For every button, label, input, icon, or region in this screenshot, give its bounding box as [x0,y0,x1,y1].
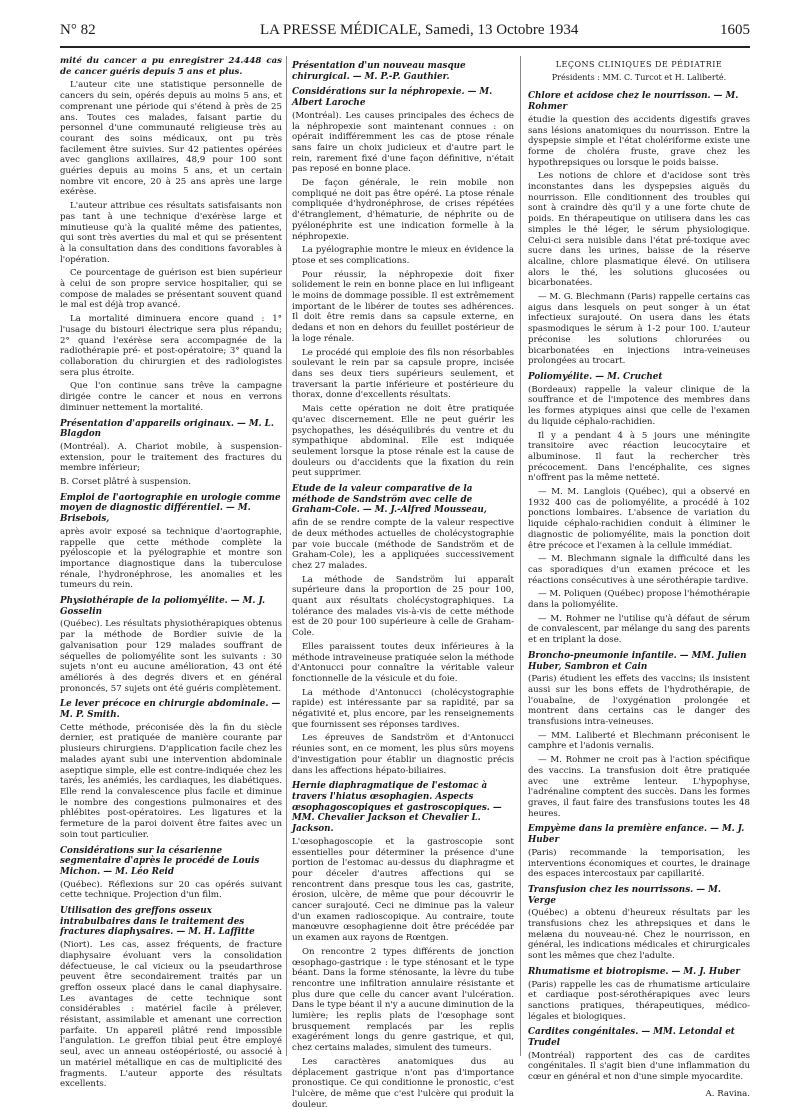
paragraph: — M. G. Blechmann (Paris) rappelle certains cas aigus dans lesquels on peut songer à un état infectieux surajouté. On usera dans les états spasmodiques le sérum à 1-2 pour 100. L'auteur préconise les solutions chlorurées ou bicarbonatées en injections intra-veineuses prolongées au trocart. [528,292,750,367]
column-divider [286,56,287,1056]
paragraph: La méthode de Sandström lui apparaît supérieure dans la proportion de 25 pour 100, quant aux résultats cholécystographiques. La tolérance des malades vis-à-vis de cette méthode est de 20 pour 100 supérieure à celle de Graham-Cole. [292,574,514,639]
section-heading: Hernie diaphragmatique de l'estomac à travers l'hiatus œsophagien. Aspects œsophagoscopiques et gastroscopiques. — MM. Chevalier Jackson et Chevalier L. Jackson. [292,781,502,835]
paragraph: — M. M. Langlois (Québec), qui a observé en 1932 400 cas de poliomyélite, a procédé à 102 ponctions lombaires. L'absence de variation du liquide céphalo-rachidien conduit à éliminer le diagnostic de poliomyélite, mais la ponction doit être précoce et l'examen à la cellule immédiat. [528,487,750,551]
session-title: LEÇONS CLINIQUES DE PÉDIATRIE [555,60,723,69]
section-heading: Broncho-pneumonie infantile. — MM. Julien Huber, Sambron et Cain [528,650,747,672]
paragraph: (Québec). Les résultats physiothérapiques obtenus par la méthode de Bordier suivie de la galvanisation pour 129 malades souffrant de séquelles de poliomyélite sont les suivants : 30 sujets n'ont eu aucune amélioration, 43 ont été améliorés à des degrés divers et en général prononcés, 57 sujets ont été guéris complètement. [60,619,282,694]
paragraph: L'auteur attribue ces résultats satisfaisants non pas tant à une technique d'exérèse large et minutieuse qu'à la qualité même des patientes, qui sont très averties du mal et qui se présentent à la consultation dans des conditions favorables à l'opération. [60,201,282,265]
section-heading: Empyème dans la première enfance. — M. J. Huber [528,824,745,846]
paragraph: (Québec) a obtenu d'heureux résultats par les transfusions chez les athrepsiques et dans le melæna du nouveau-né. Chez le nourrisson, en général, les indications médicales et chirurgicales sont les mêmes que chez l'adulte. [528,908,750,962]
section-heading: Considérations sur la césarienne segmentaire d'après le procédé de Louis Michon. — M. Léo Reid [60,845,260,877]
column-2 [292,56,514,1110]
column-3 [528,56,750,1099]
paragraph: Ce pourcentage de guérison est bien supérieur à celui de son propre service hospitalier, qui se compose de malades se présentant souvent quand le mal est déjà trop avancé. [60,268,282,311]
paragraph: étudie la question des accidents digestifs graves sans lésions anatomiques du nourrisson. Entre la dyspepsie simple et l'état cholériforme existe une forme de choléra fruste, grave chez les hypothrepsiques ou lorsque le poids baisse. [528,114,750,168]
paragraph: — M. Rohmer ne l'utilise qu'à défaut de sérum de convalescent, par mélange du sang des parents et en triplant la dose. [528,613,750,646]
paragraph: La mortalité diminuera encore quand : 1° l'usage du bistouri électrique sera plus répandu; 2° quand l'exérèse sera accompagnée de la radiothérapie pré- et post-opératoire; 3° quand la collaboration du chirurgien et des radiologistes sera plus étroite. [60,314,282,378]
paragraph: (Bordeaux) rappelle la valeur clinique de la souffrance et de l'impotence des membres dans les formes atypiques ainsi que celle de l'examen du liquide céphalo-rachidien. [528,384,750,427]
section-heading: Etude de la valeur comparative de la méthode de Sandström avec celle de Graham-Cole. — M. J.-Alfred Mousseau, [292,484,487,516]
paragraph: (Québec). Réflexions sur 20 cas opérés suivant cette technique. Projection d'un film. [60,879,282,901]
paragraph: — M. Rohmer ne croit pas à l'action spécifique des vaccins. La transfusion doit être pratiquée avec une extrême lenteur. L'hypophyse, l'adrénaline comptent des succès. Dans les formes graves, il faut faire des transfusions toutes les 48 heures. [528,755,750,819]
header-rule [60,46,750,48]
paragraph: Pour réussir, la néphropexie doit fixer solidement le rein en bonne place en lui infligeant le moins de dommage possible. Il est extrêmement important de le libérer de toutes ses adhérences. Il doit être remis dans sa capsule externe, en dedans et non en dehors du feuillet postérieur de la loge rénale. [292,269,514,344]
paragraph: Le procédé qui emploie des fils non résorbables soulevant le rein par sa capsule propre, incisée dans ses deux tiers supérieurs seulement, et traversant la partie inférieure et postérieure du thorax, donne d'excellents résultats. [292,347,514,401]
paragraph: B. Corset plâtré à suspension. [60,477,192,488]
paragraph: (Paris) rappelle les cas de rhumatisme articulaire et cardiaque post-sérothérapiques avec leurs sanctions pratiques, thérapeutiques, médico-légales et biologiques. [528,979,750,1022]
paragraph: mité du cancer a pu enregistrer 24.448 cas de cancer guéris depuis 5 ans et plus. [60,56,282,77]
section-heading: Utilisation des greffons osseux intrabulbaires dans le traitement des fractures diaphysaires. — M. H. Laffitte [60,906,255,938]
section-heading: Physiothérapie de la poliomyélite. — M. J. Gosselin [60,596,266,617]
paragraph: — M. Poliquen (Québec) propose l'hémothérapie dans la poliomyélite. [528,589,750,611]
section-heading: Poliomyélite. — M. Cruchet [528,371,663,382]
section-heading: Considérations sur la néphropexie. — M. Albert Laroche [292,87,493,109]
paragraph: L'auteur cite une statistique personnelle de cancers du sein, opérés depuis au moins 5 ans, et comprenant une période qui s'étend à près de 25 ans. Toutes ces malades, faisant partie du personnel d'une communauté religieuse très au courant des soins médicaux, ont pu très facilement être suivies. Sur 42 patientes opérées avec ganglions axillaires, 48,9 pour 100 sont guéries depuis au moins 5 ans, et un certain nombre vit encore, 20 à 25 ans après une large exérèse. [60,80,282,198]
page-number-left: N° 82 [60,22,96,38]
paragraph: De façon générale, le rein mobile non compliqué ne doit pas être opéré. La ptose rénale compliquée d'hydronéphrose, de crises répétées d'étranglement, d'hématurie, de néphrite ou de pyélonéphrite est une indication formelle à la néphropexie. [292,178,514,242]
paragraph: Les épreuves de Sandström et d'Antonucci réunies sont, en ce moment, les plus sûrs moyens d'investigation pour établir un diagnostic précis dans les affections hépato-biliaires. [292,733,514,776]
paragraph: Que l'on continue sans trêve la campagne dirigée contre le cancer et nous en verrons diminuer nettement la mortalité. [60,381,282,413]
paragraph: (Paris) recommande la temporisation, les interventions économiques et courtes, le drainage des espaces intercostaux par capillarité. [528,847,750,880]
paragraph: après avoir exposé sa technique d'aortographie, rappelle que cette méthode complète la pyéloscopie et la pyélographie et montre son importance diagnostique dans la tuberculose rénale, l'hydronéphrose, les anomalies et les tumeurs du rein. [60,526,282,591]
paragraph: (Montréal) rapportent des cas de cardites congénitales. Il s'agit bien d'une inflammation du cœur en général et non d'une simple myocardite. [528,1050,750,1083]
paragraph: (Niort). Les cas, assez fréquents, de fracture diaphysaire évoluant vers la consolidation défectueuse, le cal vicieux ou la pseudarthrose peuvent être secondairement traités par un greffon osseux placé dans le canal diaphysaire. Les avantages de cette technique sont considérables : matériel facile à prélever, résistant, assimilable et amenant une correction parfaite. Un appareil plâtré rend impossible l'angulation. Le greffon tibial peut être employé seul, avec un anneau ostéopériosté, ou associé à un matériel métallique en cas de multiplicité des fragments. L'auteur apporte des résultats excellents. [60,940,282,1090]
paragraph: (Montréal). Les causes principales des échecs de la néphropexie sont maintenant connues : on opérait indifféremment les cas de ptose rénale sans faire un choix judicieux et d'autre part le rein, rarement fixé d'une façon définitive, n'était pas reposé en bonne place. [292,110,514,175]
section-heading: Emploi de l'aortographie en urologie comme moyen de diagnostic différentiel. — M. Brisebois, [60,492,281,525]
paragraph: — MM. Laliberté et Blechmann préconisent le camphre et l'adonis vernalis. [528,730,750,752]
column-divider [520,56,521,1056]
paragraph: afin de se rendre compte de la valeur respective de deux méthodes actuelles de cholécystographie par voie buccale (méthode de Sandström et de Graham-Cole), les a appliquées successivement chez 27 malades. [292,518,514,571]
paragraph: (Montréal). A. Chariot mobile, à suspension-extension, pour le traitement des fractures du membre inférieur; [60,441,282,474]
paragraph: — M. Blechmann signale la difficulté dans les cas sporadiques d'un examen précoce et les réactions consécutives à une sérothérapie tardive. [528,554,750,586]
section-heading: Le lever précoce en chirurgie abdominale. — M. P. Smith. [60,699,281,721]
section-heading: Rhumatisme et biotropisme. — M. J. Huber [528,966,740,977]
section-heading: Présentation d'appareils originaux. — M. L. Blagdon [60,418,274,440]
section-heading: Cardites congénitales. — MM. Letondal et Trudel [528,1027,735,1049]
paragraph: Mais cette opération ne doit être pratiquée qu'avec discernement. Elle ne peut guérir les psychopathes, les déséquilibrés du ventre et du sympathique abdominal. Elle est indiquée seulement lorsque la ptose rénale est la cause de douleurs ou d'accidents que la fixation du rein peut supprimer. [292,404,514,479]
paragraph: Il y a pendant 4 à 5 jours une méningite transitoire avec réaction leucocytaire et albuminose. Il faut la rechercher très précocement. Dans l'encéphalite, ces signes n'offrent pas la même netteté. [528,430,750,484]
paragraph: La méthode d'Antonucci (cholécystographie rapide) est intéressante par sa rapidité, par sa négativité et, plus encore, par les renseignements que fournissent ses réponses tardives. [292,687,514,730]
journal-title: LA PRESSE MÉDICALE, Samedi, 13 Octobre 1934 [260,22,579,38]
page-number-right: 1605 [720,22,750,38]
paragraph: Elles paraissent toutes deux inférieures à la méthode intraveineuse pratiquée selon la méthode d'Antonucci pour connaître la véritable valeur fonctionnelle de la vésicule et du foie. [292,641,514,684]
column-1 [60,56,282,1090]
session-presidents: Présidents : MM. C. Turcot et H. Laliberté. [551,72,727,82]
author-signature: A. Ravina. [705,1088,750,1099]
paragraph: On rencontre 2 types différents de jonction œsophago-gastrique : le type sténosant et le type béant. Dans la forme sténosante, la lèvre du tube rencontre une infiltration annulaire résistante et plus dure que celle du cancer avant l'ulcération. Dans le type béant il n'y a aucune diminution de la lumière; les replis plats de l'œsophage sont brusquement remplacés par les replis exagérément longs du genre gastrique, et qui, chez certains malades, simulent des tumeurs. [292,946,514,1054]
paragraph: Cette méthode, préconisée dès la fin du siècle dernier, est pratiquée de manière courante par plusieurs chirurgiens. D'application facile chez les malades ayant subi une intervention abdominale aseptique simple, elle est contre-indiquée chez les tarés, les anémiés, les cardiaques, les diabétiques. Elle rend la convalescence plus facile et diminue le nombre des congestions pulmonaires et des phlébites post-opératoires. Les ligatures et la fermeture de la paroi doivent être faites avec un soin tout particulier. [60,722,282,840]
paragraph: Les caractères anatomiques dus au déplacement gastrique n'ont pas d'importance pronostique. Ce qui conditionne le pronostic, c'est l'ulcère, de même que c'est l'ulcère qui produit la douleur. [292,1056,514,1110]
page-header [60,22,750,42]
paragraph: L'œsophagoscopie et la gastroscopie sont essentielles pour déterminer la présence d'une portion de l'estomac au-dessus du diaphragme et pour déceler d'autres affections qui se rencontrent dans presque tous les cas, gastrite, érosion, ulcère, de même que pour découvrir le cancer surajouté. Ceci ne diminue pas la valeur d'un examen radioscopique. Au contraire, toute manœuvre œsophagienne doit être précédée par un examen aux rayons de Rœntgen. [292,836,514,944]
paragraph: (Paris) étudient les effets des vaccins; ils insistent aussi sur les bons effets de l'hydrothérapie, de l'ouabaïne, de l'oxygénation prolongée et montrent dans certains cas le danger des transfusions intra-veineuses. [528,674,750,728]
paragraph: La pyélographie montre le mieux en évidence la ptose et ses complications. [292,245,514,266]
section-heading: Présentation d'un nouveau masque chirurgical. — M. P.-P. Gauthier. [292,61,466,82]
paragraph: Les notions de chlore et d'acidose sont très inconstantes dans les dyspepsies aiguës du nourrisson. Elle conditionnent des troubles qui sont à craindre dès qu'il y a une forte chute de poids. En thérapeutique on utilisera dans les cas simples le thé léger, le sérum physiologique. Celui-ci sera nuisible dans l'état pré-toxique avec sucre dans les urines, baisse de la réserve alcaline, chlore plasmatique élevé. On utilisera alors le thé, les solutions glucosées ou bicarbonatées. [528,171,750,289]
section-heading: Chlore et acidose chez le nourrisson. — M. Rohmer [528,91,739,113]
section-heading: Transfusion chez les nourrissons. — M. Verge [528,884,721,906]
